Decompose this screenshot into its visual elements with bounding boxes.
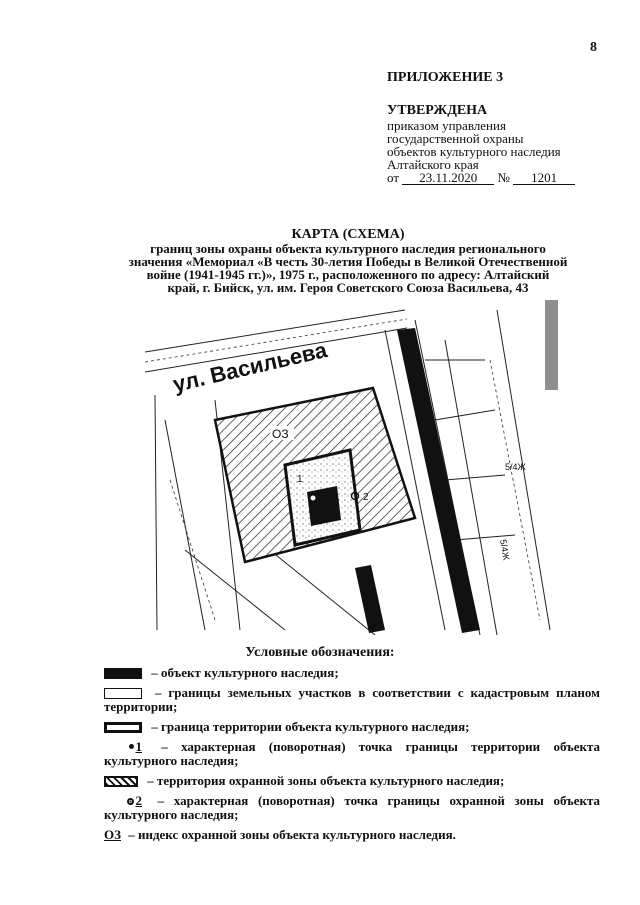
legend-text: – объект культурного наследия; <box>151 665 339 680</box>
approval-line: Алтайского края <box>387 157 479 172</box>
heritage-object <box>307 486 341 526</box>
legend-point-symbol <box>104 740 142 754</box>
legend-text: – характерная (поворотная) точка границы территории объекта культурного наследия; <box>104 739 600 768</box>
legend-item <box>104 794 600 822</box>
legend-text: – индекс охранной зоны объекта культурного наследия. <box>128 827 456 842</box>
territory-point-label: 1 <box>297 474 303 485</box>
legend-text: – граница территории объекта культурного наследия; <box>151 719 470 734</box>
approval-line: приказом управления <box>387 118 506 133</box>
approval-line: государственной охраны <box>387 131 524 146</box>
legend-text: – границы земельных участков в соответствии с кадастровым планом территории; <box>104 685 600 714</box>
legend-item <box>104 720 600 734</box>
legend-zone-symbol <box>104 776 138 787</box>
legend-text: – характерная (поворотная) точка границы охранной зоны объекта культурного наследия; <box>104 793 600 822</box>
legend-text: – территория охранной зоны объекта культурного наследия; <box>147 773 505 788</box>
cadastral-map <box>145 300 558 635</box>
map-drawing <box>145 300 558 635</box>
map-title: КАРТА (СХЕМА) <box>291 227 405 242</box>
street-label: ул. Васильева <box>170 337 330 397</box>
territory-point-marker <box>311 496 316 501</box>
dot-icon <box>129 744 134 749</box>
legend-item <box>104 828 600 842</box>
approval-date-line <box>387 171 617 185</box>
legend-zone-point-symbol <box>104 794 142 808</box>
approval-number: 1201 <box>513 171 575 185</box>
zone-point-label: 2 <box>363 492 369 503</box>
legend <box>104 666 600 848</box>
legend-index-symbol: ОЗ <box>104 827 121 842</box>
legend-point-number: 1 <box>135 739 142 754</box>
appendix-label: ПРИЛОЖЕНИЕ 3 <box>387 70 504 85</box>
zone-index-label: ОЗ <box>272 427 289 441</box>
map-side-label: 5/4Ж <box>498 538 512 561</box>
legend-item <box>104 666 600 680</box>
legend-item <box>104 740 600 768</box>
map-description-line: край, г. Бийск, ул. им. Героя Советского Союза Васильева, 43 <box>167 280 529 295</box>
number-prefix: № <box>497 170 510 185</box>
ring-icon <box>127 798 134 805</box>
map-side-label: 5/4Ж <box>505 462 526 472</box>
legend-territory-symbol <box>104 722 142 733</box>
legend-item <box>104 686 600 714</box>
road-band <box>397 328 480 633</box>
page-number: 8 <box>590 40 597 55</box>
map-edge-shade <box>545 300 558 390</box>
approval-block <box>387 104 617 185</box>
legend-heading: Условные обозначения: <box>245 645 395 660</box>
map-description-line: границ зоны охраны объекта культурного наследия регионального <box>150 241 546 256</box>
date-prefix: от <box>387 170 400 185</box>
legend-item <box>104 774 600 788</box>
legend-object-symbol <box>104 668 142 679</box>
approval-line: объектов культурного наследия <box>387 144 561 159</box>
map-heading <box>118 228 578 294</box>
legend-plot-symbol <box>104 688 142 699</box>
map-description-line: значения «Мемориал «В честь 30-летия Победы в Великой Отечественной <box>128 254 568 269</box>
legend-point-number: 2 <box>135 793 142 808</box>
approval-title: УТВЕРЖДЕНА <box>387 103 488 118</box>
map-description-line: войне (1941-1945 гг.)», 1975 г., расположенного по адресу: Алтайский <box>146 267 550 282</box>
approval-date: 23.11.2020 <box>402 171 494 185</box>
